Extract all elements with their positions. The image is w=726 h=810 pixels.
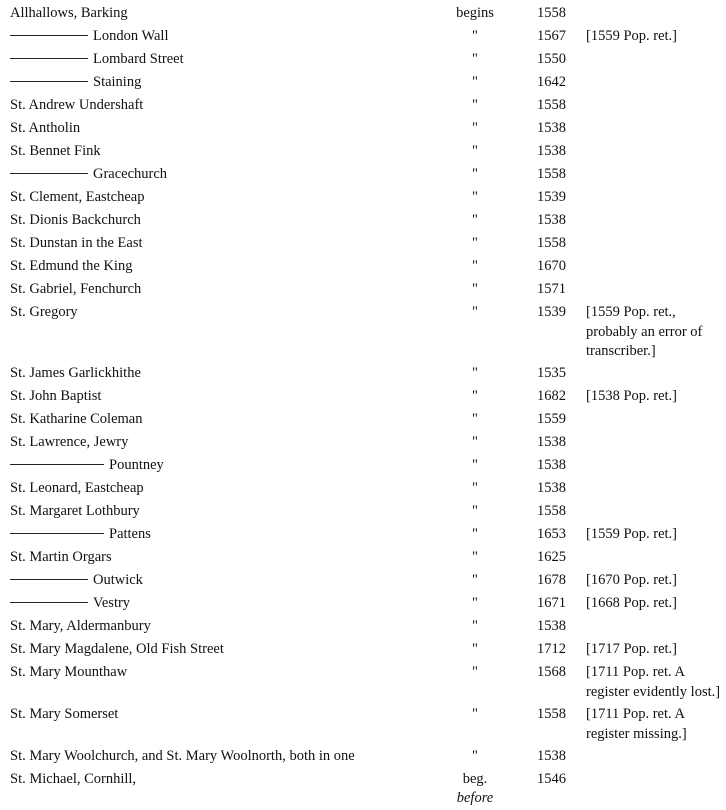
population-return-note: [1559 Pop. ret., probably an error of transcriber.]	[586, 304, 703, 359]
year-value: 1682	[537, 388, 566, 404]
begins-mark: "	[472, 457, 478, 473]
begins-mark: "	[472, 212, 478, 228]
parish-name	[10, 456, 164, 475]
begins-mark: "	[472, 641, 478, 657]
parish-name-text: Lombard Street	[93, 51, 184, 67]
year-value: 1535	[537, 365, 566, 381]
begins-mark: "	[472, 166, 478, 182]
begins-mark: "	[472, 480, 478, 496]
before-label: before	[456, 790, 494, 806]
parish-name-text: Allhallows, Barking	[10, 5, 128, 21]
year-value: 1558	[537, 706, 566, 722]
population-return-note: [1670 Pop. ret.]	[586, 572, 678, 588]
parish-name-text: St. Gabriel, Fenchurch	[10, 281, 142, 297]
parish-name	[10, 571, 143, 590]
parish-name-text: St. Margaret Lothbury	[10, 503, 140, 519]
parish-name	[10, 303, 78, 322]
population-return-note: [1559 Pop. ret.]	[586, 28, 678, 44]
parish-name-text: St. Mary, Aldermanbury	[10, 618, 151, 634]
parish-name	[10, 747, 355, 766]
year-value: 1558	[537, 503, 566, 519]
year-value: 1678	[537, 572, 566, 588]
parish-name	[10, 502, 140, 521]
parish-name	[10, 96, 143, 115]
year-value: 1670	[537, 258, 566, 274]
parish-name-text: St. Mary Mounthaw	[10, 664, 128, 680]
parish-name	[10, 387, 101, 406]
parish-name-text: St. Bennet Fink	[10, 143, 101, 159]
begins-mark: "	[472, 281, 478, 297]
begins-mark: beg. before	[446, 770, 504, 808]
population-return-note: [1711 Pop. ret. A register evidently lost.]	[586, 664, 721, 700]
ditto-dash	[10, 579, 88, 580]
parish-name	[10, 234, 143, 253]
parish-name-text: Pountney	[109, 457, 164, 473]
year-value: 1653	[537, 526, 566, 542]
parish-name	[10, 640, 224, 659]
parish-name-text: St. Leonard, Eastcheap	[10, 480, 144, 496]
year-value: 1538	[537, 120, 566, 136]
parish-name-text: St. Dunstan in the East	[10, 235, 143, 251]
begins-mark: "	[472, 189, 478, 205]
year-value: 1546	[537, 771, 566, 787]
parish-name	[10, 705, 118, 724]
parish-name	[10, 548, 112, 567]
parish-name-text: St. Edmund the King	[10, 258, 133, 274]
parish-name	[10, 410, 142, 429]
parish-name	[10, 211, 141, 230]
year-value: 1539	[537, 189, 566, 205]
parish-name	[10, 525, 151, 544]
begins-mark: "	[472, 28, 478, 44]
begins-mark: "	[472, 365, 478, 381]
year-value: 1712	[537, 641, 566, 657]
parish-name	[10, 617, 151, 636]
parish-name	[10, 770, 136, 789]
begins-mark: "	[472, 748, 478, 764]
parish-name	[10, 73, 141, 92]
begins-mark: "	[472, 664, 478, 680]
parish-name	[10, 142, 101, 161]
begins-mark: "	[472, 595, 478, 611]
year-value: 1568	[537, 664, 566, 680]
population-return-note: [1711 Pop. ret. A register missing.]	[586, 706, 687, 742]
year-value: 1559	[537, 411, 566, 427]
parish-name-text: Gracechurch	[93, 166, 168, 182]
begins-mark: "	[472, 235, 478, 251]
year-value: 1538	[537, 457, 566, 473]
parish-name-text: St. Andrew Undershaft	[10, 97, 144, 113]
parish-name-text: St. Clement, Eastcheap	[10, 189, 145, 205]
parish-name-text: London Wall	[93, 28, 169, 44]
year-value: 1538	[537, 434, 566, 450]
parish-name	[10, 165, 167, 184]
parish-name	[10, 433, 128, 452]
year-value: 1538	[537, 212, 566, 228]
parish-name-text: St. Michael, Cornhill,	[10, 771, 137, 787]
parish-name	[10, 479, 144, 498]
ditto-dash	[10, 533, 104, 534]
ditto-dash	[10, 35, 88, 36]
population-return-note: [1717 Pop. ret.]	[586, 641, 678, 657]
parish-name-text: St. Mary Somerset	[10, 706, 119, 722]
year-value: 1558	[537, 235, 566, 251]
begins-mark: "	[472, 526, 478, 542]
parish-name	[10, 280, 141, 299]
year-value: 1538	[537, 618, 566, 634]
parish-name-text: Pattens	[109, 526, 151, 542]
parish-name	[10, 4, 128, 23]
year-value: 1538	[537, 480, 566, 496]
begins-mark: "	[472, 411, 478, 427]
year-value: 1558	[537, 97, 566, 113]
begins-mark: "	[472, 258, 478, 274]
begins-mark: "	[472, 51, 478, 67]
parish-name	[10, 364, 141, 383]
ditto-dash	[10, 173, 88, 174]
parish-name-text: St. James Garlickhithe	[10, 365, 141, 381]
begins-mark: "	[472, 618, 478, 634]
year-value: 1567	[537, 28, 566, 44]
year-value: 1558	[537, 166, 566, 182]
year-value: 1571	[537, 281, 566, 297]
ditto-dash	[10, 602, 88, 603]
year-value: 1538	[537, 748, 566, 764]
parish-name-text: St. Antholin	[10, 120, 81, 136]
ditto-dash	[10, 464, 104, 465]
parish-name-text: St. Mary Magdalene, Old Fish Street	[10, 641, 224, 657]
population-return-note: [1538 Pop. ret.]	[586, 388, 678, 404]
parish-name-text: Staining	[93, 74, 142, 90]
begins-mark: "	[472, 304, 478, 320]
year-value: 1625	[537, 549, 566, 565]
year-value: 1671	[537, 595, 566, 611]
year-value: 1538	[537, 143, 566, 159]
begins-mark: "	[472, 706, 478, 722]
parish-name-text: St. Lawrence, Jewry	[10, 434, 129, 450]
begins-mark: "	[472, 549, 478, 565]
year-value: 1539	[537, 304, 566, 320]
parish-name-text: St. Gregory	[10, 304, 78, 320]
parish-name	[10, 27, 169, 46]
parish-name-text: St. Katharine Coleman	[10, 411, 143, 427]
begins-mark: "	[472, 388, 478, 404]
parish-name	[10, 663, 127, 682]
parish-name	[10, 50, 184, 69]
parish-name-text: St. John Baptist	[10, 388, 102, 404]
parish-name	[10, 594, 130, 613]
begins-mark: "	[472, 572, 478, 588]
begins-mark: "	[472, 143, 478, 159]
parish-name-text: St. Mary Woolchurch, and St. Mary Woolnorth, both in one	[10, 748, 355, 764]
population-return-note: [1668 Pop. ret.]	[586, 595, 678, 611]
begins-mark: "	[472, 97, 478, 113]
begins-mark: "	[472, 74, 478, 90]
parish-name-text: Vestry	[93, 595, 131, 611]
begins-mark: "	[472, 120, 478, 136]
begins-mark: begins	[456, 5, 494, 21]
year-value: 1558	[537, 5, 566, 21]
parish-name-text: St. Dionis Backchurch	[10, 212, 141, 228]
parish-name-text: St. Martin Orgars	[10, 549, 112, 565]
year-value: 1550	[537, 51, 566, 67]
begins-mark: "	[472, 434, 478, 450]
population-return-note: [1559 Pop. ret.]	[586, 526, 678, 542]
begins-mark: "	[472, 503, 478, 519]
parish-name	[10, 257, 132, 276]
parish-name	[10, 119, 80, 138]
ditto-dash	[10, 58, 88, 59]
parish-name	[10, 188, 145, 207]
ditto-dash	[10, 81, 88, 82]
year-value: 1642	[537, 74, 566, 90]
parish-name-text: Outwick	[93, 572, 143, 588]
